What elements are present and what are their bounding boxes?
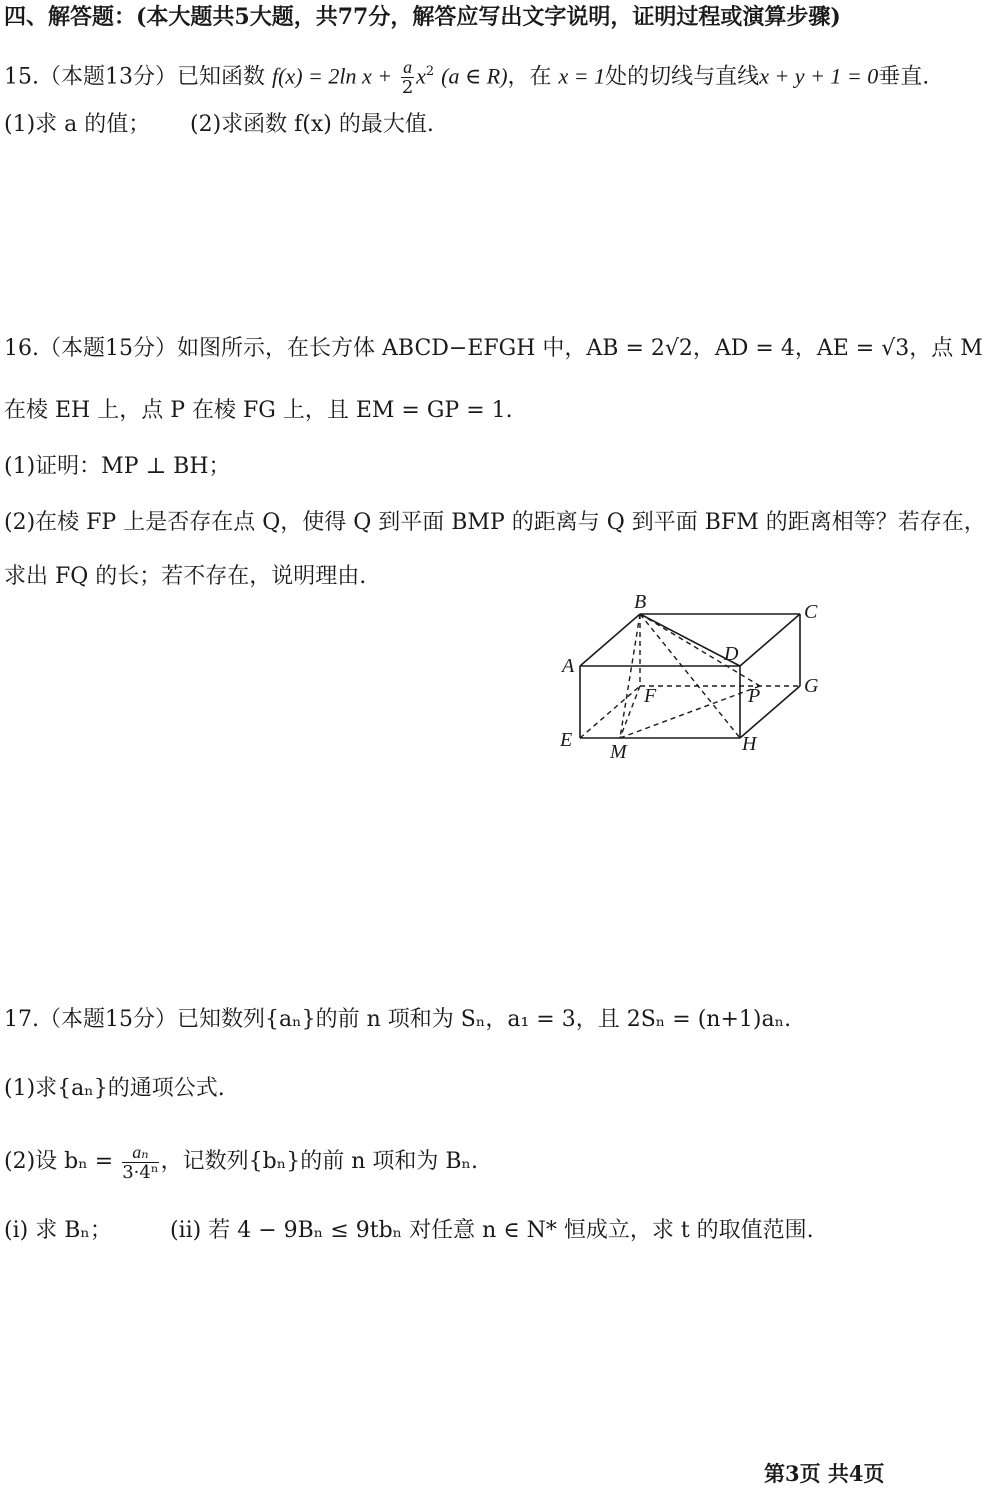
q16-line1: 16.（本题15分）如图所示，在长方体 ABCD−EFGH 中，AB = 2√2，AD = 4，AE = √3，点 M — [4, 336, 983, 361]
q15-func-domain: (a ∈ R) — [441, 63, 508, 89]
q15-frac-num: a — [403, 56, 413, 77]
q15-func-lhs: f(x) = 2ln x + — [271, 63, 393, 89]
edge-EF — [580, 686, 640, 738]
q15-fraction — [401, 57, 414, 98]
q17-part2-post: ，记数列{bₙ}的前 n 项和为 Bₙ. — [160, 1149, 479, 1174]
cuboid-figure — [548, 588, 848, 778]
segment-MP — [620, 686, 760, 738]
q15-point: x = 1 — [558, 63, 606, 89]
q17-part-ii: (ⅱ) 若 4 − 9Bₙ ≤ 9tbₙ 对任意 n ∈ N* 恒成立，求 t 的取值范围. — [170, 1218, 814, 1243]
q17-part1: (1)求{aₙ}的通项公式. — [4, 1076, 225, 1101]
label-P: P — [748, 685, 761, 707]
q16-part1: (1)证明：MP ⊥ BH； — [4, 454, 231, 479]
label-F: F — [644, 685, 657, 707]
q15-part1: (1)求 a 的值； — [4, 112, 151, 137]
q15-mid2: 处的切线与直线 — [605, 64, 760, 90]
label-D: D — [724, 643, 739, 665]
q15-line-eq: x + y + 1 = 0 — [759, 63, 879, 89]
section-title: 四、解答题：(本大题共5大题，共77分，解答应写出文字说明，证明过程或演算步骤) — [4, 4, 841, 30]
q17-part2 — [4, 1140, 478, 1184]
label-G: G — [804, 675, 819, 697]
label-B: B — [634, 591, 647, 613]
q15-intro: 15.（本题13分）已知函数 — [4, 64, 265, 90]
question-15-stem — [4, 50, 929, 99]
q15-part2: (2)求函数 f(x) 的最大值. — [190, 112, 434, 137]
page-number: 第3页 共4页 — [764, 1461, 885, 1486]
segment-BM — [620, 614, 640, 738]
q16-line2: 在棱 EH 上，点 P 在棱 FG 上，且 EM = GP = 1. — [4, 398, 513, 423]
label-C: C — [804, 601, 818, 623]
label-H: H — [742, 733, 757, 755]
q15-func-exp: 2 — [425, 64, 435, 79]
q15-func-rhs: x — [416, 63, 426, 89]
label-M: M — [610, 741, 627, 763]
q15-end: 垂直. — [878, 64, 930, 90]
label-A: A — [562, 655, 575, 677]
edge-CD — [740, 614, 800, 666]
q17-frac-den: 3·4ⁿ — [122, 1161, 159, 1183]
segment-BH — [640, 614, 740, 738]
q15-mid: ，在 — [507, 64, 552, 90]
q16-part2b: 求出 FQ 的长；若不存在，说明理由. — [4, 564, 367, 589]
q17-part2-pre: (2)设 bₙ = — [4, 1149, 114, 1174]
q17-fraction — [122, 1142, 158, 1183]
label-E: E — [560, 729, 573, 751]
q15-frac-den: 2 — [401, 76, 414, 98]
q16-part2a: (2)在棱 FP 上是否存在点 Q，使得 Q 到平面 BMP 的距离与 Q 到平面 BFM 的距离相等？若存在， — [4, 510, 986, 535]
q17-frac-num: aₙ — [122, 1142, 158, 1163]
q17-part-i: (ⅰ) 求 Bₙ； — [4, 1218, 112, 1243]
segment-BP — [640, 614, 760, 686]
edge-AB — [580, 614, 640, 666]
q17-line1: 17.（本题15分）已知数列{aₙ}的前 n 项和为 Sₙ，a₁ = 3，且 2Sₙ = (n+1)aₙ. — [4, 1007, 792, 1032]
